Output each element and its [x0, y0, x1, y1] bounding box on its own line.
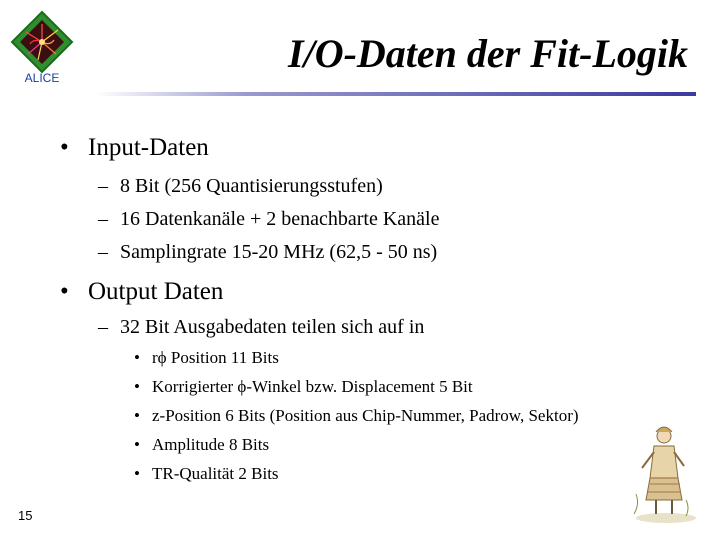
sub-bullet-text: 16 Datenkanäle + 2 benachbarte Kanäle — [120, 208, 440, 230]
dash-marker: – — [98, 208, 108, 230]
sub-bullet — [98, 208, 439, 231]
figure-illustration — [626, 418, 698, 526]
sub-sub-bullet-text: rϕ Position 11 Bits — [152, 348, 279, 367]
bullet-text: Input-Daten — [88, 134, 209, 161]
sub-sub-bullet — [134, 348, 279, 368]
sub-bullet-text: 32 Bit Ausgabedaten teilen sich auf in — [120, 316, 425, 338]
sub-bullet — [98, 316, 424, 339]
slide-title: I/O-Daten der Fit-Logik — [288, 31, 688, 76]
bullet-marker: • — [134, 377, 140, 396]
svg-text:ALICE: ALICE — [24, 71, 60, 85]
bullet-marker: • — [134, 435, 140, 454]
bullet-text: Output Daten — [88, 278, 224, 305]
bullet-marker: • — [60, 134, 69, 161]
sub-bullet — [98, 241, 437, 264]
page-number: 15 — [18, 508, 33, 523]
bullet-marker: • — [134, 406, 140, 425]
dash-marker: – — [98, 316, 108, 338]
dash-marker: – — [98, 241, 108, 263]
sub-bullet-text: 8 Bit (256 Quantisierungsstufen) — [120, 175, 383, 197]
bullet-marker: • — [134, 348, 140, 367]
sub-bullet — [98, 175, 383, 198]
sub-sub-bullet — [134, 464, 279, 484]
sub-sub-bullet-text: Korrigierter ϕ-Winkel bzw. Displacement 5 Bit — [152, 377, 473, 396]
bullet-input-daten — [60, 134, 209, 162]
dash-marker: – — [98, 175, 108, 197]
sub-sub-bullet — [134, 406, 579, 426]
bullet-marker: • — [60, 278, 69, 305]
sub-sub-bullet-text: Amplitude 8 Bits — [152, 435, 270, 454]
sub-sub-bullet-text: TR-Qualität 2 Bits — [152, 464, 279, 483]
sub-sub-bullet — [134, 377, 473, 397]
sub-bullet-text: Samplingrate 15-20 MHz (62,5 - 50 ns) — [120, 241, 438, 263]
bullet-marker: • — [134, 464, 140, 483]
sub-sub-bullet-text: z-Position 6 Bits (Position aus Chip-Nummer, Padrow, Sektor) — [152, 406, 579, 425]
bullet-output-daten — [60, 278, 223, 306]
sub-sub-bullet — [134, 435, 269, 455]
